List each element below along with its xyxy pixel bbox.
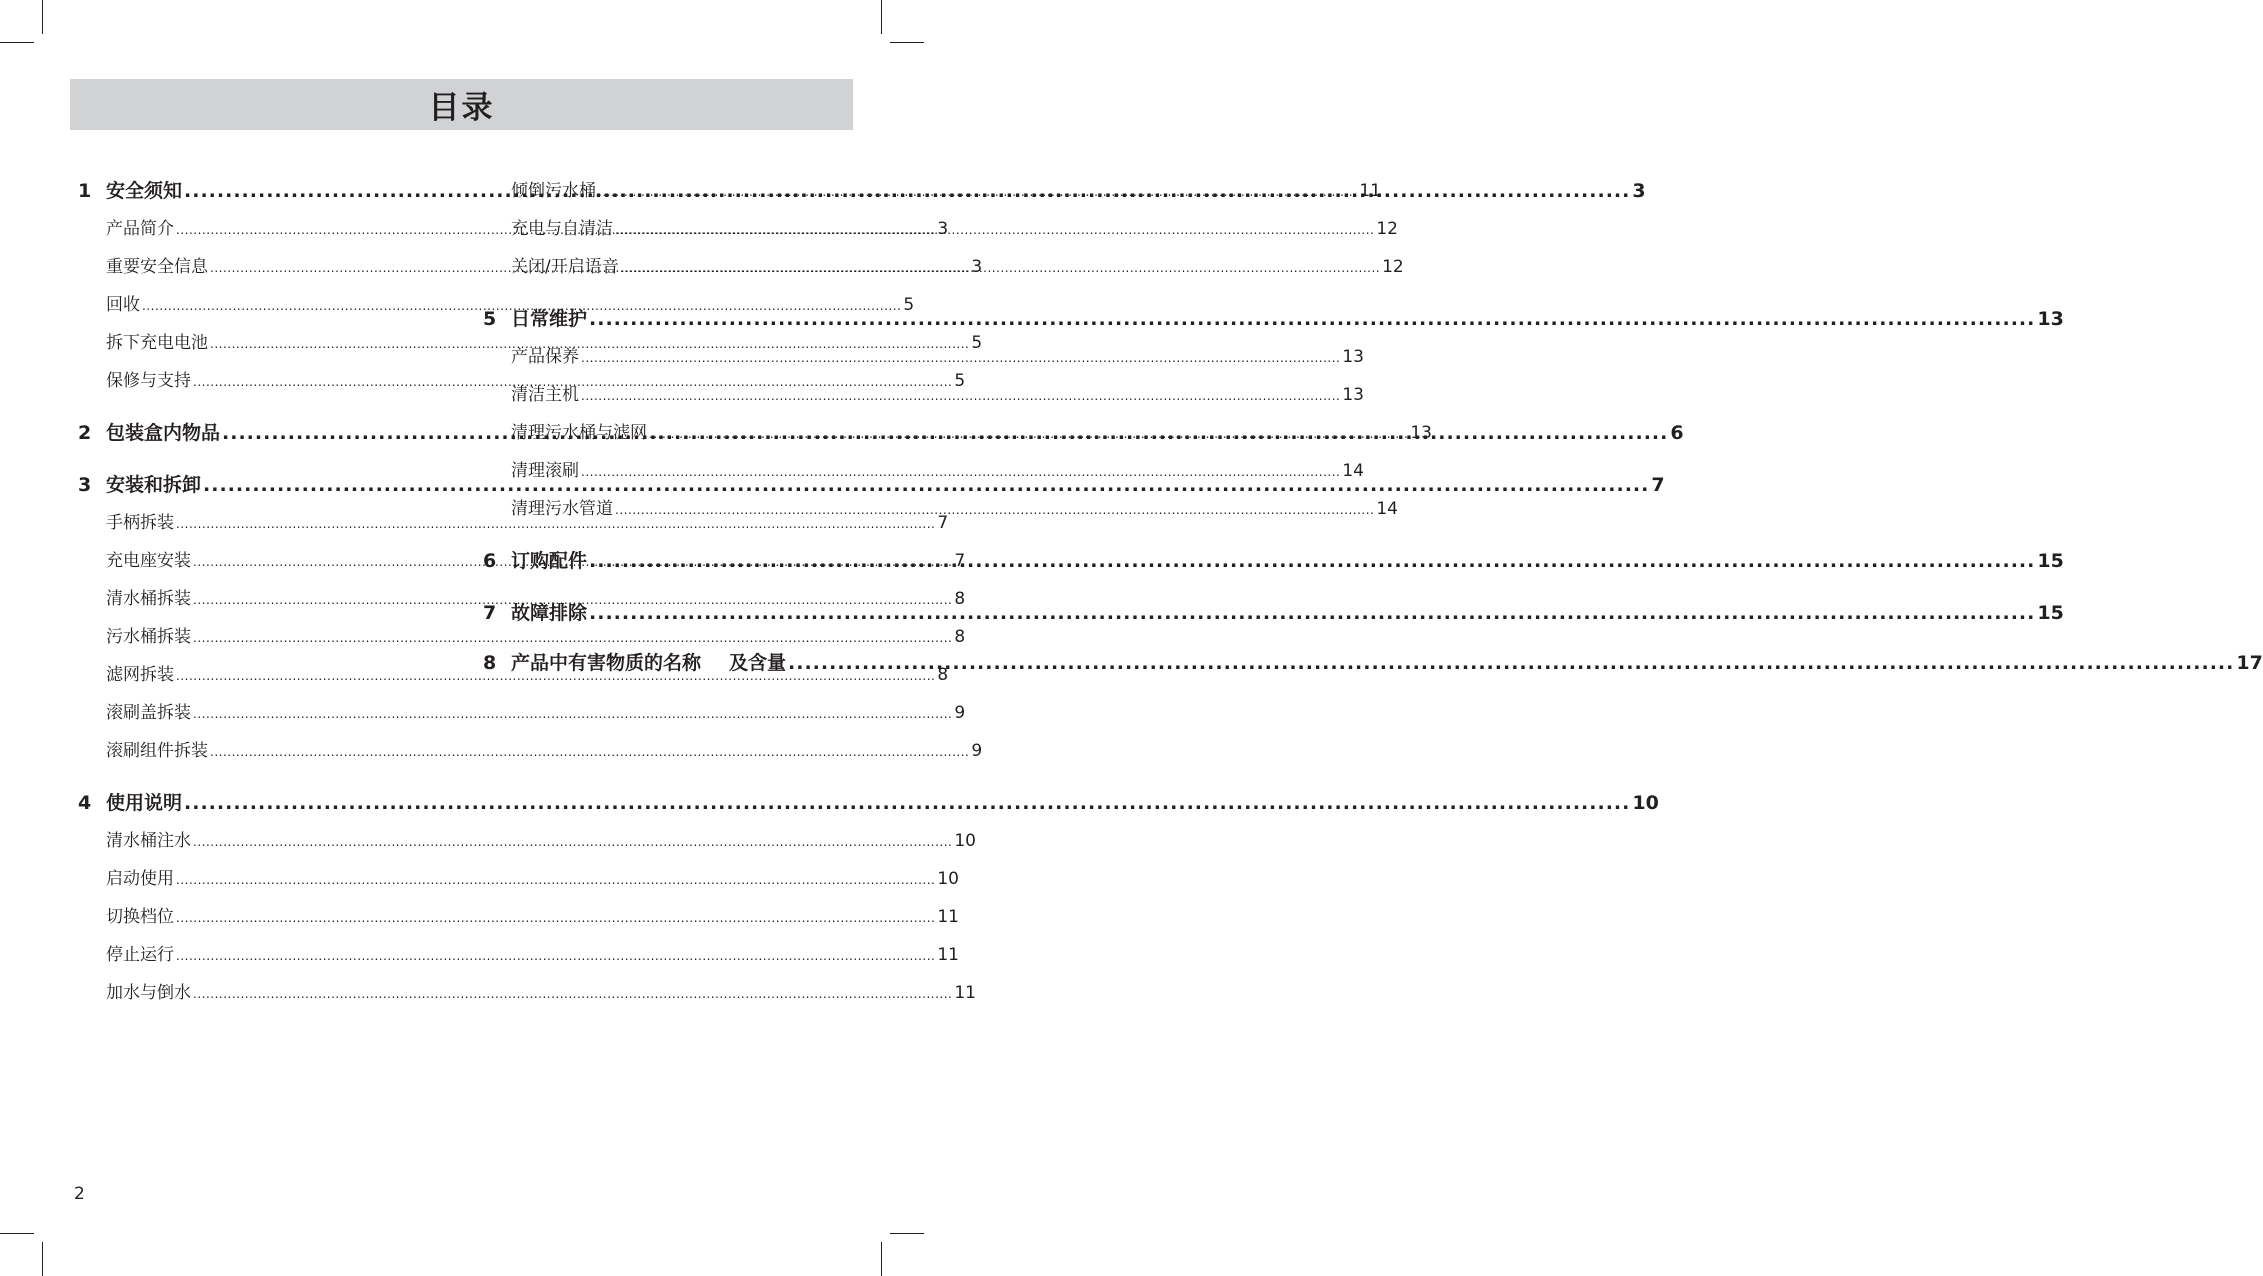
toc-subentry[interactable] [483, 414, 1432, 452]
toc-subentry[interactable] [78, 732, 983, 770]
entry-label: 包装盒内物品 [106, 422, 221, 444]
entry-label: 订购配件 [511, 550, 588, 572]
entry-label: 回收 [106, 295, 140, 315]
dot-leader [589, 594, 2035, 632]
page-ref: 3 [1632, 180, 1646, 202]
entry-label: 使用说明 [106, 792, 183, 814]
page-ref: 7 [937, 513, 949, 533]
toc-subentry[interactable] [78, 974, 976, 1012]
entry-label: 日常维护 [511, 308, 588, 330]
entry-label: 清水桶注水 [106, 831, 191, 851]
page-ref: 13 [2037, 308, 2064, 330]
page-number: 2 [74, 1184, 85, 1204]
toc-subentry[interactable] [78, 618, 966, 656]
toc-section[interactable] [483, 300, 2064, 338]
title-bar [70, 79, 853, 130]
entry-label: 清洁主机 [511, 385, 579, 405]
page-ref: 10 [954, 831, 976, 851]
toc-section[interactable] [483, 646, 2263, 680]
page-ref: 9 [971, 741, 983, 761]
entry-label: 安全须知 [106, 180, 183, 202]
toc-subentry[interactable] [483, 338, 1364, 376]
page-ref: 8 [937, 665, 949, 685]
toc-subentry[interactable] [78, 694, 966, 732]
page-ref: 12 [1376, 219, 1398, 239]
page-ref: 8 [954, 589, 966, 609]
crop-mark [42, 0, 43, 34]
entry-label: 清水桶拆装 [106, 589, 191, 609]
dot-leader [210, 733, 969, 771]
entry-label: 故障排除 [511, 602, 588, 624]
page-ref: 11 [1359, 181, 1381, 201]
section-number: 6 [483, 550, 497, 572]
entry-line-2 [701, 646, 2263, 680]
toc-subentry[interactable] [483, 376, 1364, 414]
page-ref: 13 [1342, 347, 1364, 367]
dot-leader [193, 823, 952, 861]
toc-subentry[interactable] [78, 898, 959, 936]
dot-leader [193, 695, 952, 733]
page-ref: 13 [1342, 385, 1364, 405]
entry-label: 产品保养 [511, 347, 579, 367]
dot-leader [589, 300, 2035, 338]
page-ref: 3 [971, 257, 983, 277]
entry-label: 重要安全信息 [106, 257, 208, 277]
toc-subentry[interactable] [78, 860, 959, 898]
entry-label: 滚刷盖拆装 [106, 703, 191, 723]
entry-label: 手柄拆装 [106, 513, 174, 533]
toc-subentry[interactable] [483, 210, 1398, 248]
dot-leader [176, 899, 935, 937]
dot-leader [176, 937, 935, 975]
toc-subentry[interactable] [483, 452, 1364, 490]
section-number: 4 [78, 792, 92, 814]
page-title: 目录 [428, 90, 495, 126]
page-ref: 7 [1651, 474, 1665, 496]
dot-leader [589, 542, 2035, 580]
dot-leader [598, 173, 1357, 211]
dot-leader [581, 339, 1340, 377]
toc-right-column [483, 172, 2263, 680]
entry-label: 产品中有害物质的名称 [511, 652, 702, 674]
section-number: 7 [483, 602, 497, 624]
crop-mark [890, 1233, 924, 1234]
entry-label: 加水与倒水 [106, 983, 191, 1003]
entry-label: 滚刷组件拆装 [106, 741, 208, 761]
toc-section[interactable] [78, 784, 1659, 822]
entry-label: 关闭/开启语音 [511, 257, 619, 277]
dot-leader [615, 211, 1374, 249]
crop-mark [0, 1233, 34, 1234]
page-ref: 17 [2236, 652, 2263, 674]
entry-label: 安装和拆卸 [106, 474, 202, 496]
page-ref: 5 [903, 295, 915, 315]
page-ref: 3 [937, 219, 949, 239]
dot-leader [621, 249, 1380, 287]
page-ref: 7 [954, 551, 966, 571]
page-ref: 14 [1376, 499, 1398, 519]
crop-mark [881, 1242, 882, 1276]
page-ref: 12 [1382, 257, 1404, 277]
page-ref: 15 [2037, 550, 2064, 572]
page-ref: 9 [954, 703, 966, 723]
section-number: 1 [78, 180, 92, 202]
dot-leader [649, 415, 1408, 453]
entry-label: 充电与自清洁 [511, 219, 613, 239]
entry-label: 拆下充电电池 [106, 333, 208, 353]
dot-leader [184, 784, 1630, 822]
entry-label: 保修与支持 [106, 371, 191, 391]
section-number: 8 [483, 652, 497, 674]
crop-mark [890, 42, 924, 43]
entry-label: 充电座安装 [106, 551, 191, 571]
entry-label: 停止运行 [106, 945, 174, 965]
page-ref: 13 [1410, 423, 1432, 443]
entry-line-1 [483, 648, 701, 678]
crop-mark [42, 1242, 43, 1276]
entry-label-continued: 及含量 [729, 652, 787, 674]
section-number: 3 [78, 474, 92, 496]
page-ref: 5 [971, 333, 983, 353]
entry-label: 滤网拆装 [106, 665, 174, 685]
dot-leader [176, 861, 935, 899]
dot-leader [615, 491, 1374, 529]
entry-label: 清理滚刷 [511, 461, 579, 481]
toc-section[interactable] [483, 594, 2064, 632]
dot-leader [581, 377, 1340, 415]
entry-label: 倾倒污水桶 [511, 181, 596, 201]
entry-label: 清理污水桶与滤网 [511, 423, 647, 443]
page-ref: 11 [954, 983, 976, 1003]
dot-leader [788, 646, 2234, 680]
toc-subentry[interactable] [78, 936, 959, 974]
section-number: 2 [78, 422, 92, 444]
toc-subentry[interactable] [78, 822, 976, 860]
page-ref: 10 [937, 869, 959, 889]
page-ref: 6 [1670, 422, 1684, 444]
crop-mark [881, 0, 882, 34]
entry-label: 污水桶拆装 [106, 627, 191, 647]
page-ref: 5 [954, 371, 966, 391]
page-ref: 14 [1342, 461, 1364, 481]
page-ref: 15 [2037, 602, 2064, 624]
crop-mark [0, 42, 34, 43]
section-number: 5 [483, 308, 497, 330]
toc-section[interactable] [483, 542, 2064, 580]
page-ref: 11 [937, 945, 959, 965]
page-ref: 8 [954, 627, 966, 647]
dot-leader [581, 453, 1340, 491]
entry-label: 清理污水管道 [511, 499, 613, 519]
page-ref: 10 [1632, 792, 1659, 814]
toc-subentry[interactable] [483, 248, 1404, 286]
page-ref: 11 [937, 907, 959, 927]
dot-leader [193, 975, 952, 1013]
entry-label: 产品简介 [106, 219, 174, 239]
entry-label: 切换档位 [106, 907, 174, 927]
toc-subentry[interactable] [483, 172, 1381, 210]
toc-subentry[interactable] [483, 490, 1398, 528]
entry-label: 启动使用 [106, 869, 174, 889]
